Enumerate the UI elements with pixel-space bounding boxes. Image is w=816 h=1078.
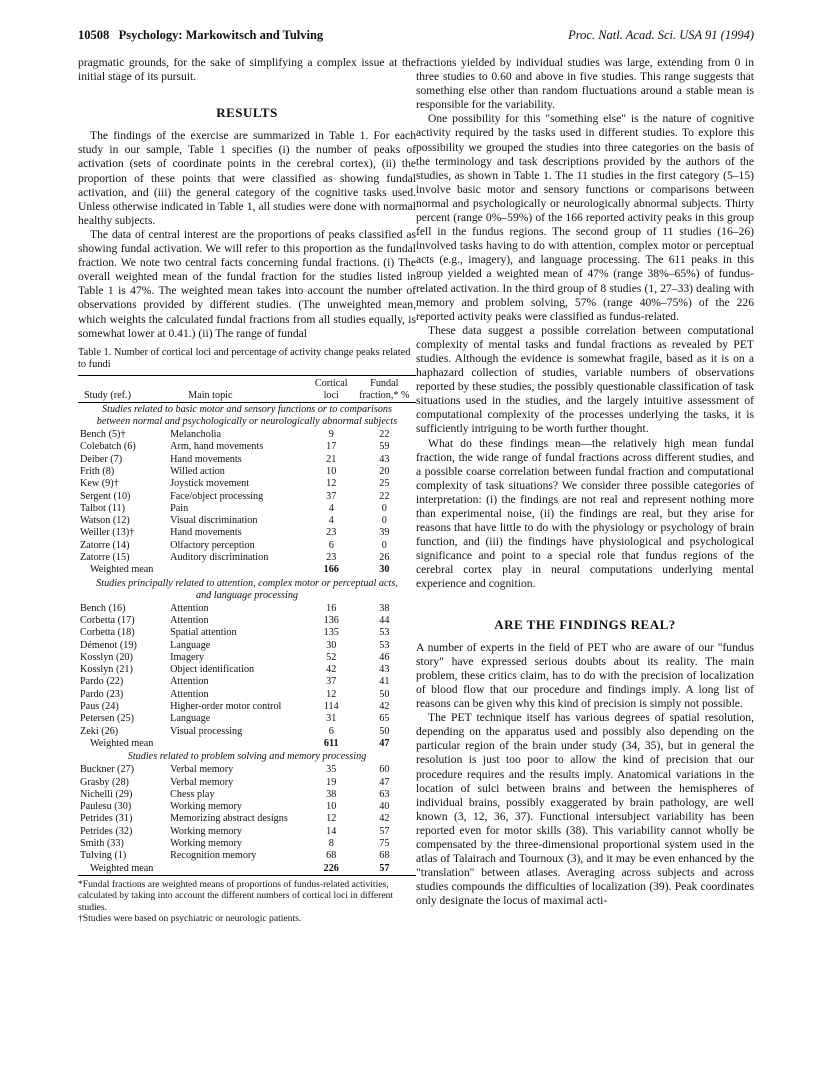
table-row: Pardo (22) Attention 37 41 (80, 676, 390, 688)
table-row: Corbetta (18) Spatial attention 135 53 (80, 627, 390, 639)
table-row: Zeki (26) Visual processing 6 50 (80, 725, 390, 737)
table-row: Pardo (23) Attention 12 50 (80, 688, 390, 700)
table-row: Grasby (28) Verbal memory 19 47 (80, 776, 390, 788)
table-row: Petersen (25) Language 31 65 (80, 713, 390, 725)
footnote-patients: †Studies were based on psychiatric or neurologic patients. (78, 913, 302, 925)
weighted-mean-row: Weighted mean 226 57 (78, 863, 416, 876)
weighted-mean-row: Weighted mean 166 30 (90, 564, 390, 576)
col-loci-header-2: loci (323, 389, 339, 401)
table-1 (78, 375, 416, 876)
page-number: 10508 (78, 28, 110, 42)
table-row: Petrides (31) Memorizing abstract designs 12 42 (80, 813, 390, 825)
table-row: Deiber (7) Hand movements 21 43 (80, 453, 390, 465)
table-section-2 (78, 577, 416, 751)
journal-citation: Proc. Natl. Acad. Sci. USA 91 (1994) (568, 28, 754, 42)
table-row: Kew (9)† Joystick movement 12 25 (80, 478, 390, 490)
right-paragraph-5: A number of experts in the field of PET who are aware of our "fundus story" have expressed serious doubts about its reality. The main problem, these critics claim, has to do with the precision of localization of blood flow that our procedure and findings imply. A long list of reasons can be given why this kind of precision is simply not possible. (416, 640, 754, 711)
table-row: Weiller (13)† Hand movements 23 39 (80, 527, 390, 539)
section-title: Studies principally related to attention, complex motor or perceptual acts, and language processing (96, 577, 398, 601)
col-topic-header: Main topic (188, 389, 233, 401)
table-row: Tulving (1) Recognition memory 68 68 (80, 850, 390, 862)
running-title: Psychology: Markowitsch and Tulving (118, 28, 324, 42)
table-row: Frith (8) Willed action 10 20 (80, 465, 390, 477)
table-section-3 (78, 750, 416, 875)
table-caption: Table 1. Number of cortical loci and percentage of activity change peaks related to fundi (78, 346, 411, 371)
table-row: Kosslyn (20) Imagery 52 46 (80, 651, 390, 663)
right-paragraph-1: fractions yielded by individual studies was large, extending from 0 in three studies to 0.60 and above in five studies. This range suggests that something else other than random fluctuations around a stable mean is responsible for the variability. (416, 56, 754, 112)
results-heading: RESULTS (216, 105, 278, 121)
table-row: Talbot (11) Pain 4 0 (80, 502, 387, 514)
table-row: Nichelli (29) Chess play 38 63 (80, 788, 390, 800)
table-header-row (78, 375, 416, 390)
section-title: Studies related to problem solving and memory processing (127, 751, 367, 763)
col-study-header: Study (ref.) (84, 389, 131, 401)
table-row: Bench (5)† Melancholia 9 22 (80, 429, 390, 441)
table-row: Petrides (32) Working memory 14 57 (80, 825, 390, 837)
table-row: Corbetta (17) Attention 136 44 (80, 614, 390, 626)
table-row: Colebatch (6) Arm, hand movements 17 59 (80, 441, 390, 453)
right-paragraph-3: These data suggest a possible correlation between computational complexity of mental tasks and fundal fractions as revealed by PET studies. Although the evidence is somewhat fragile, based as it is on a haphazard collection of studies, variable numbers of observations reported by these studies, the possibly questionable classification of task situations used in the studies, and the largely intuitive assessment of computational complexity of the processes underlying the tasks, it is sufficiently intriguing to be worth further thought. (416, 323, 754, 436)
right-paragraph-4: What do these findings mean—the relatively high mean fundal fraction, the wide range of fundal fractions across different studies, and a possible coarse correlation between fundal fraction and computational complexity of task situations? We consider three possible categories of interpretation: (i) the findings are not real and represent nothing more than experimental noise, (ii) the findings are real, but they arise for reasons that have little to do with the physiology or psychology of brain function, and (iii) the findings have physiological and psychological significance and point to a special role that fundus regions of the cerebral cortex play in neural computations underlying mental experience and cognition. (416, 436, 754, 591)
findings-heading: ARE THE FINDINGS REAL? (494, 616, 676, 632)
page-header (78, 28, 754, 46)
table-row: Smith (33) Working memory 8 75 (80, 838, 390, 849)
table-row: Kosslyn (21) Object identification 42 43 (80, 664, 390, 676)
table-row: Buckner (27) Verbal memory 35 60 (80, 764, 390, 776)
col-frac-header-2: fraction,* % (359, 389, 410, 401)
header-left (78, 28, 323, 43)
left-column (78, 56, 416, 925)
table-row: Bench (16) Attention 16 38 (80, 602, 390, 614)
intro-fragment: pragmatic grounds, for the sake of simplifying a complex issue at the initial stage of its pursuit. (78, 56, 416, 84)
right-paragraph-2: One possibility for this "something else" is the nature of cognitive activity required by the tasks used in different studies. To explore this possibility we grouped the studies into three categories on the basis of the terminology and task descriptions provided by the authors of the studies, as shown in Table 1. The 11 studies in the first category (5–15) involve basic motor and sensory functions or comparisons between normal and psychologically or neurologically abnormal subjects. Thirty percent (range 0%–59%) of the 166 reported activity peaks in this group fell in the fundus regions. The second group of 11 studies (16–26) involved tasks having to do with attention, complex motor or perceptual acts (e.g., imagery), and language processing. The 611 peaks in this group yielded a weighted mean of 47% (range 38%–65%) of fundus-related activation. In the third group of 8 studies (1, 27–33) dealing with memory and problem solving, 57% (range 40%–75%) of the 226 reported activity peaks were classified as fundus-related. (416, 112, 754, 323)
col-loci-header-1: Cortical (314, 377, 348, 389)
table-footnotes (78, 879, 416, 925)
table-row: Paulesu (30) Working memory 10 40 (80, 801, 390, 813)
footnote-fundal: *Fundal fractions are weighted means of proportions of fundus-related activities, calculated by taking into account the different numbers of cortical loci in different studies. (78, 878, 394, 913)
table-row: Zatorre (14) Olfactory perception 6 0 (80, 539, 387, 551)
right-paragraph-6: The PET technique itself has various degrees of spatial resolution, depending on the apparatus used and possibly also depending on the particular region of the brain under study (34, 35), but in general the resolution is just too poor to allow the kind of precision that our procedure requires and the results imply. Anatomical variations in the location of sulci between brains and between the hemispheres of individual brains, possibly exaggerated by brain pathology, are well known (3, 12, 36, 37). Functional intersubject variability has been reported even for motor skills (38). This variability cannot wholly be compensated by the three-dimensional proportional system used in the atlas of Talairach and Tournoux (3), and it may be even enhanced by the "translation" between atlases. Averaging across subjects and across studies compounds the difficulties of localization (39). Peak coordinates only designate the locus of maximal acti- (416, 711, 754, 908)
table-section-1 (78, 403, 416, 577)
right-column (416, 56, 754, 908)
weighted-mean-row: Weighted mean 611 47 (90, 737, 390, 749)
col-frac-header-1: Fundal (370, 377, 399, 389)
results-paragraph-1: The findings of the exercise are summarized in Table 1. For each study in our sample, Table 1 specifies (i) the number of peaks of activation (sets of coordinate points in the cerebral cortex), (ii) the proportion of these points that were classified as showing fundal activation, and (iii) the general category of the cognitive tasks used. Unless otherwise indicated in Table 1, all studies were done with normal healthy subjects. (78, 129, 416, 227)
table-row: Démenot (19) Language 30 53 (80, 639, 390, 651)
table-row: Zatorre (15) Auditory discrimination 23 26 (80, 552, 390, 564)
table-row: Paus (24) Higher-order motor control 114 42 (80, 701, 390, 713)
results-paragraph-2: The data of central interest are the proportions of peaks classified as showing fundal activation. We will refer to this proportion as the fundal fraction. We note two central facts concerning fundal fractions. (i) The overall weighted mean of the fundal fraction for the studies listed in Table 1 is 47%. The weighted mean takes into account the number of observations provided by different studies. (The unweighted mean, which weights the calculated fundal fractions from all studies equally, is somewhat lower at 0.41.) (ii) The range of fundal (78, 227, 416, 340)
table-row: Sergent (10) Face/object processing 37 22 (80, 490, 390, 502)
section-title: Studies related to basic motor and sensory functions or to comparisons between normal and psychologically or neurologically abnormal subjects (96, 404, 398, 428)
table-row: Watson (12) Visual discrimination 4 0 (80, 515, 387, 527)
